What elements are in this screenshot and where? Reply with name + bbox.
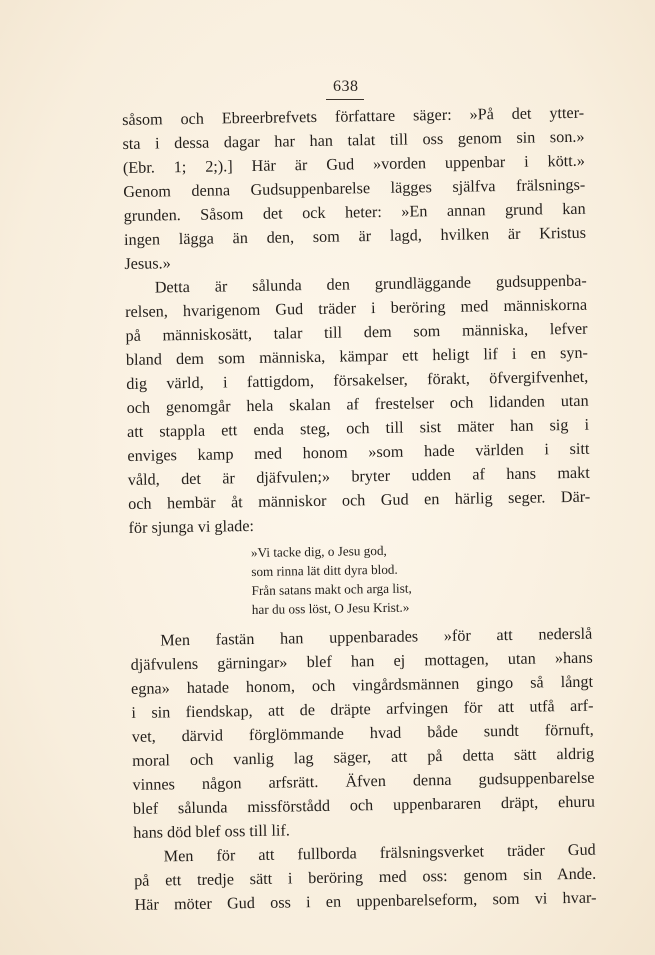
paragraph-start-line: Men för att fullborda frälsningsverket träder Gud: [163, 840, 596, 866]
text-line: sta i dessa dagar har han talat till oss genom sin son.»: [122, 127, 585, 153]
page-number-rule: [326, 99, 364, 100]
text-line: dig värld, i fattigdom, försakelser, förakt, öfvergifvenhet,: [126, 367, 589, 393]
text-line: grunden. Såsom det ock heter: »En annan grund kan: [123, 199, 586, 225]
text-line: vet, därvid förglömmande hvad både sundt förnuft,: [131, 720, 594, 746]
text-line: för sjunga vi glade:: [128, 516, 255, 537]
text-line: våld, det är djäfvulen;» bryter udden af hans makt: [127, 463, 590, 489]
text-line: på ett tredje sätt i beröring med oss: genom sin Ande.: [133, 864, 597, 890]
body-text: [122, 103, 597, 914]
text-line: blef sålunda missförstådd och uppenbararen dräpt, ehuru: [132, 792, 596, 818]
text-line: i sin fiendskap, att de dräpte arfvingen för att utfå arf-: [131, 696, 594, 722]
text-line: Jesus.»: [124, 254, 171, 273]
page-number: 638: [333, 78, 359, 95]
text-line: ingen lägga än den, som är lagd, hvilken är Kristus: [123, 223, 587, 249]
paragraph-start-line: Men fastän han uppenbarades »för att nederslå: [160, 624, 593, 650]
text-line: Genom denna Gudsuppenbarelse lägges själfva frälsnings-: [123, 175, 586, 201]
paragraph-start-line: Detta är sålunda den grundläggande gudsuppenba-: [154, 271, 587, 297]
text-line: såsom och Ebreerbrefvets författare säger: »På det ytter-: [122, 103, 585, 129]
poem-line: har du oss löst, O Jesu Krist.»: [251, 599, 410, 618]
text-line: (Ebr. 1; 2;).] Här är Gud »vorden uppenbar i kött.»: [122, 151, 585, 177]
text-line: på människosätt, talar till dem som människa, lefver: [125, 319, 588, 345]
text-line: relsen, hvarigenom Gud träder i beröring med människorna: [125, 295, 588, 321]
text-line: enviges kamp med honom »som hade världen i sitt: [127, 439, 590, 465]
text-line: och hembär åt människor och Gud en härlig seger. Där-: [128, 487, 591, 513]
poem-line: »Vi tacke dig, o Jesu god,: [250, 542, 387, 561]
text-line: moral och vanlig lag säger, att på detta sätt aldrig: [132, 744, 595, 770]
poem-line: som rinna lät ditt dyra blod.: [251, 561, 398, 580]
text-line: egna» hatade honom, och vingårdsmännen gingo så långt: [130, 672, 594, 698]
text-line: och genomgår hela skalan af frestelser och lidanden utan: [126, 391, 589, 417]
text-line: bland dem som människa, kämpar ett heligt lif i en syn-: [125, 343, 589, 369]
text-line: Här möter Gud oss i en uppenbarelseform, som vi hvar-: [134, 888, 597, 914]
text-line: djäfvulens gärningar» blef han ej mottagen, utan »hans: [130, 648, 593, 674]
poem-line: Från satans makt och arga list,: [251, 580, 412, 599]
text-line: vinnes någon arfsrätt. Äfven denna gudsuppenbarelse: [132, 768, 595, 794]
text-line: hans död blef oss till lif.: [133, 821, 290, 842]
text-line: att stappla ett enda steg, och till sist mäter han sig i: [126, 415, 590, 441]
